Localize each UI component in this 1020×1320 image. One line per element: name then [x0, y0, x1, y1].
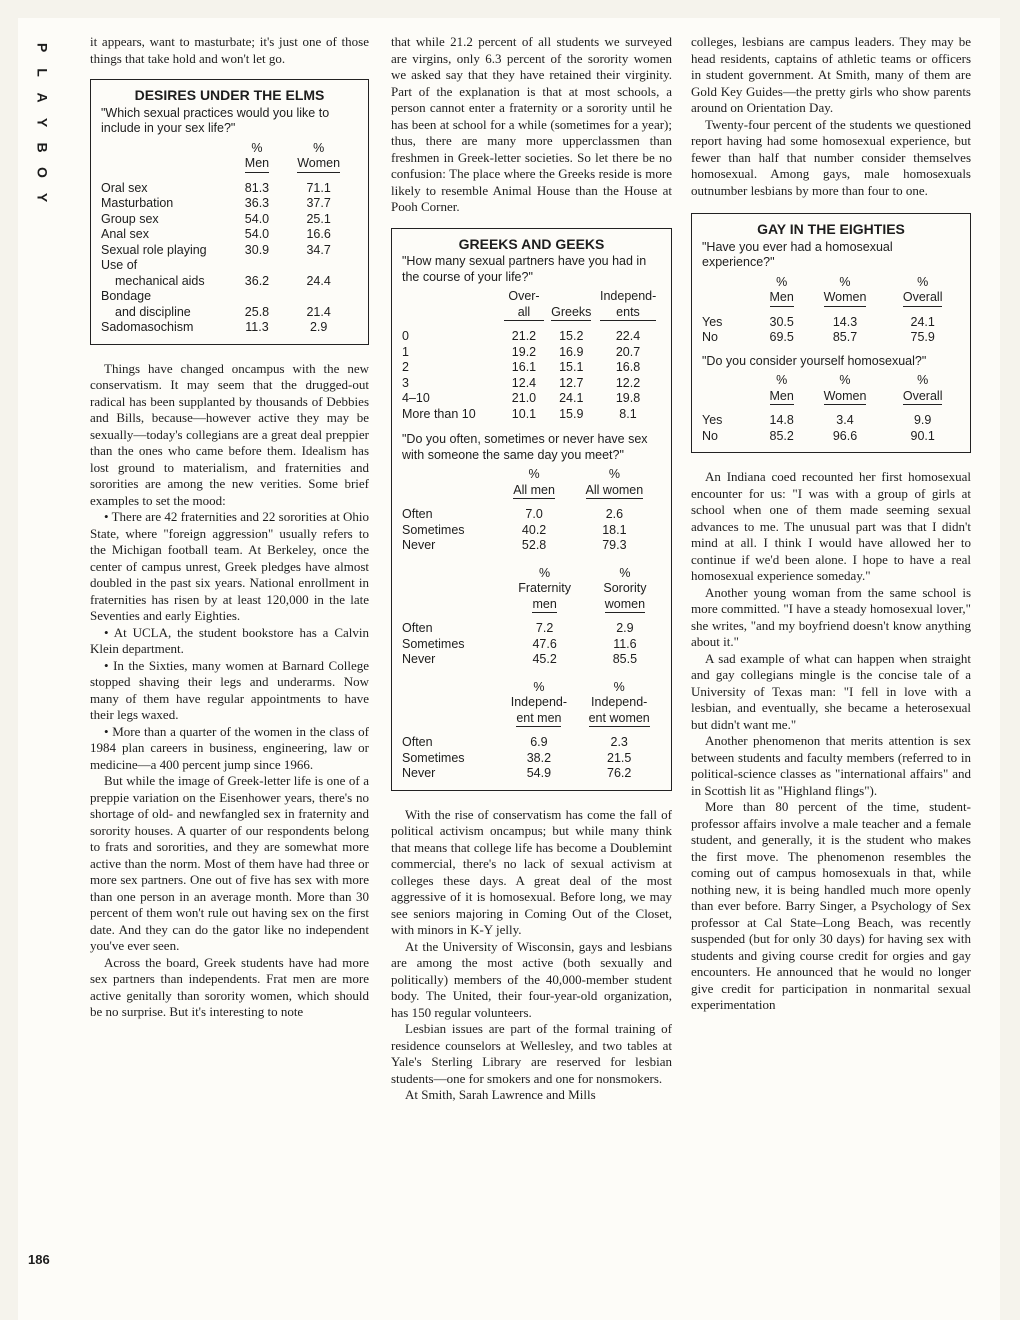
row-label: and discipline [115, 304, 191, 319]
table-cell: 54.0 [244, 227, 270, 241]
table-cell: 7.0 [525, 507, 543, 521]
table-cell: 15.1 [559, 360, 584, 374]
paragraph: colleges, lesbians are campus leaders. They may be head residents, captains of athletic teams or officers in student government. At Smith, many of them are Gold Key Guides—the pretty girls who show parents around on Orientation Day. [691, 34, 971, 115]
column-header: All women [586, 483, 644, 500]
column-header: Sorority [603, 581, 647, 595]
table-cell: 19.2 [511, 344, 537, 359]
table-row [402, 751, 661, 767]
table-row [101, 227, 358, 243]
paragraph: At the University of Wisconsin, gays and lesbians are among the most active (both sexually and politically) members of the 40,000-member student body. The United, their four-year-old organization, has 150 regular volunteers. [391, 938, 672, 1020]
table-cell: 4–10 [402, 391, 430, 405]
table-cell: 75.9 [910, 330, 935, 344]
table-cell: 30.5 [769, 314, 794, 329]
table-cell [279, 258, 358, 274]
table-cell: 14.3 [832, 314, 858, 329]
table-row [101, 305, 358, 321]
table-cell: 52.8 [521, 538, 547, 552]
paragraph: Twenty-four percent of the students we questioned report having had some homosexual experience, but fewer than half that number consider themselves homosexual. Among gays, male homosexuals outnumber lesbians by more than four to one. [691, 116, 971, 198]
table-cell: 71.1 [306, 180, 331, 195]
table-cell: 81.3 [244, 180, 270, 195]
column-header: ent men [516, 711, 561, 728]
column-header: ent women [589, 711, 650, 728]
data-table [402, 566, 661, 668]
table-cell [235, 258, 280, 274]
table-cell: 11.3 [245, 320, 269, 334]
survey-question: "Do you often, sometimes or never have sex with someone the same day you meet?" [402, 432, 648, 462]
data-table [402, 467, 661, 554]
table-cell: 2.3 [610, 735, 628, 749]
table-cell: 2.9 [309, 320, 328, 334]
paragraph: More than 80 percent of the time, student-professor affairs involve a male teacher and a female student, and generally, it is the student who makes the first move. The phenomenon resembles the coming out of campus homosexuals in that, while nothing new, it is being handled much more openly than ever before. Barry Singer, a Psychology of Sex professor at Cal State–Long Beach, was recently suspended (but for only 30 days) for having sex with students and giving course credit for orgies and gay encounters. He announced that he would no longer give credit for participation in nonmarital sexual experimentation [691, 799, 971, 1012]
table-cell: 21.4 [306, 304, 331, 319]
paragraph: it appears, want to masturbate; it's just one of those things that take hold and won't let go. [90, 34, 369, 66]
sidebar-greeks-and-geeks [391, 228, 672, 791]
column-header: % [839, 274, 851, 289]
column-header: Men [245, 156, 269, 173]
column-header: % [839, 373, 851, 387]
table-cell: 12.4 [511, 375, 537, 390]
table-row [402, 621, 661, 637]
table-cell: 3.4 [836, 413, 854, 427]
table-row [101, 212, 358, 228]
paragraph: An Indiana coed recounted her first homosexual encounter for us: "I was with a group of girls at school when one of them made seeming sexual advances to me. The unusual part was that I didn't mind at all. I think I would have allowed her to continue if we'd been alone. I hope to have a real homosexual experience someday." [691, 469, 971, 583]
running-head-letter: Y [34, 117, 51, 128]
table-cell: 11.6 [613, 636, 637, 651]
column-header: Men [770, 290, 794, 307]
table-cell: 24.1 [910, 314, 935, 329]
column-1 [90, 34, 369, 1021]
running-head [30, 35, 51, 210]
paragraph: Across the board, Greek students have had more sex partners than independents. Frat men are more active genitally than sorority women, which should be no surprise. But it's interesting to note [90, 954, 369, 1019]
paragraph: Things have changed oncampus with the new conservatism. It may seem that the drugged-out radical has been supplanted by thousands of Debbies and Bills, because—however active they may be sexually—today's collegians are a great deal preppier than the ones who came before them. Idealism has lost ground to materialism, and fraternities and sororities are among the new verities. Some brief examples to set the mood: [90, 360, 369, 508]
paragraph: that while 21.2 percent of all students we surveyed are virgins, only 6.3 percent of the sorority women we asked say that they have retained their virginity. Part of the explanation is that at most schools, a person cannot enter a fraternity or a sorority until he has been at school for a while (sometimes for a year); thus, there are many more upperclassmen than freshmen in Greek-letter societies. So let there be no confusion: The place where the Greeks reside is more likely to resemble Animal House than the House at Pooh Corner. [391, 34, 672, 214]
table-cell: 30.9 [244, 242, 270, 257]
table-row [402, 391, 661, 407]
table-cell: Often [402, 621, 433, 635]
table-cell: Sometimes [402, 750, 465, 765]
table-cell: 8.1 [619, 406, 637, 421]
column-header: Independ-ents [600, 289, 656, 321]
table-cell: 79.3 [602, 538, 627, 552]
table-row [402, 329, 661, 345]
column-header: Independ- [591, 695, 648, 709]
running-head-letter: O [34, 167, 51, 178]
table-row [702, 315, 960, 331]
table-cell: Often [402, 735, 433, 749]
paragraph: A sad example of what can happen when straight and gay collegians mingle is the concise tale of a University of Texas man: "I fell in love with a lesbian, and eventually, she became a heterosexual but didn't want me." [691, 650, 971, 732]
table-row [402, 735, 661, 751]
table-cell: Never [402, 766, 436, 780]
table-row [402, 538, 661, 554]
survey-question: "Do you consider yourself homosexual?" [702, 353, 927, 368]
table-cell: 34.7 [306, 242, 331, 257]
table-cell: No [702, 330, 718, 344]
table-cell: 21.2 [511, 329, 537, 343]
table-cell: 69.5 [769, 330, 794, 344]
row-label: Sexual role playing [101, 242, 207, 257]
column-header: All men [513, 483, 555, 500]
table-cell: 96.6 [832, 428, 858, 443]
table-cell: 18.1 [602, 522, 627, 537]
survey-question: "Which sexual practices would you like to include in your sex life?" [101, 105, 330, 135]
column-header: % [917, 373, 929, 387]
table-cell: 21.5 [607, 750, 632, 765]
table-cell: 54.0 [244, 211, 270, 226]
table-cell: 40.2 [521, 522, 547, 537]
running-head-letter: A [34, 92, 51, 103]
table-cell [279, 289, 358, 305]
table-row [702, 330, 960, 346]
table-row [402, 360, 661, 376]
sidebar-title: DESIRES UNDER THE ELMS [134, 87, 325, 103]
table-cell: 9.9 [913, 413, 932, 427]
table-row [101, 274, 358, 290]
table-cell: 25.8 [244, 304, 270, 319]
column-header: % [533, 679, 545, 694]
table-cell: Sometimes [402, 522, 465, 537]
table-cell: No [702, 428, 718, 443]
table-row [402, 766, 661, 782]
row-label: Group sex [101, 211, 159, 226]
paragraph: • There are 42 fraternities and 22 sororities at Ohio State, where "foreign aggression" usually refers to the Michigan football team. At Berkeley, once the center of campus unrest, Greek pledges have almost doubled in the past six years. National enrollment in fraternities has risen by at least 120,000 in the late Seventies and early Eighties. [90, 509, 369, 623]
row-label: Bondage [101, 289, 152, 303]
table-cell: 15.9 [559, 406, 584, 421]
table-cell: Yes [702, 413, 723, 427]
table-cell: 45.2 [532, 652, 557, 666]
paragraph: • At UCLA, the student bookstore has a Calvin Klein department. [90, 624, 369, 656]
table-row [101, 243, 358, 259]
table-row [402, 523, 661, 539]
running-head-letter: Y [34, 192, 51, 203]
column-header: women [605, 597, 645, 614]
table-row [101, 289, 358, 305]
column-header: Independ- [510, 695, 568, 709]
paragraph: At Smith, Sarah Lawrence and Mills [405, 1087, 596, 1102]
row-label: Oral sex [101, 180, 148, 195]
row-label: Use of [101, 258, 138, 272]
paragraph: But while the image of Greek-letter life is one of a preppie variation on the Eisenhower years, there's no shortage of old- and newfangled sex in fraternity and sorority houses. A quarter of our respondents belong to frats and sororities, and they are somewhat more active than the norm. Most of them have had three or more sex partners. One out of five has sex with more than one person in an average month. More than 30 percent of them won't rule out having sex on the first date. And they can do the gator like no independent you've ever seen. [90, 773, 369, 953]
column-header: Fraternity [518, 581, 572, 595]
column-header: % [528, 467, 540, 481]
table-cell: 1 [402, 344, 409, 359]
table-cell: 37.7 [306, 196, 331, 210]
data-table [702, 275, 960, 346]
table-cell: Sometimes [402, 636, 465, 651]
column-header: Women [824, 290, 867, 307]
sidebar-title: GAY IN THE EIGHTIES [757, 221, 905, 237]
table-cell: 2.9 [616, 621, 634, 635]
table-row [702, 413, 960, 429]
survey-question: "Have you ever had a homosexual experience?" [702, 239, 893, 269]
table-row [402, 507, 661, 523]
table-cell: 16.8 [615, 360, 641, 374]
table-row [702, 429, 960, 445]
sidebar-gay-in-the-eighties [691, 213, 971, 453]
column-header: men [532, 597, 556, 614]
column-header: Greeks [551, 305, 591, 322]
column-header: % [251, 140, 263, 155]
row-label: mechanical aids [115, 273, 205, 288]
table-row [402, 652, 661, 668]
paragraph: Lesbian issues are part of the formal training of residence counselors at Wellesley, and two tables at Yale's Sterling Library are reserved for lesbian students—one for smokers and one for nonsmokers. [391, 1021, 672, 1086]
paragraph: • More than a quarter of the women in the class of 1984 plan careers in business, engineering, law or medicine—a 400 percent jump since 1966. [90, 723, 369, 772]
table-cell: 0 [402, 329, 409, 343]
data-table [101, 141, 358, 336]
table-row [402, 407, 661, 423]
paragraph: Another young woman from the same school is more committed. "I have a steady homosexual lover," she writes, "and my boyfriend doesn't know anything about it." [691, 584, 971, 649]
column-header: % [776, 274, 788, 289]
table-cell: 38.2 [526, 750, 552, 765]
page-number: 186 [28, 1252, 50, 1267]
column-header: Women [824, 389, 867, 406]
paragraph: • In the Sixties, many women at Barnard College stopped shaving their legs and underarms. Now many of them have regular appointments to have their legs waxed. [90, 657, 369, 722]
row-label: Anal sex [101, 227, 149, 241]
table-cell: 21.0 [511, 391, 537, 405]
table-cell: 16.9 [559, 344, 584, 359]
table-cell: 24.1 [559, 391, 584, 405]
column-header: % [619, 565, 631, 580]
sidebar-desires-under-the-elms [90, 79, 369, 345]
running-head-letter: P [34, 42, 51, 53]
table-cell: Never [402, 538, 436, 552]
table-cell: 76.2 [607, 766, 632, 780]
table-cell: 36.3 [244, 196, 270, 210]
table-cell: Never [402, 652, 436, 666]
table-row [101, 196, 358, 212]
column-header: % [613, 679, 625, 694]
table-cell: Often [402, 507, 433, 521]
table-cell: 85.5 [612, 652, 638, 666]
table-cell: Yes [702, 314, 723, 329]
table-cell: 12.2 [615, 375, 641, 390]
column-header: % [776, 373, 788, 387]
table-cell: 2.6 [605, 507, 624, 521]
table-cell: 85.2 [769, 428, 794, 443]
column-header: Overall [903, 290, 943, 307]
table-row [402, 345, 661, 361]
running-head-letter: L [34, 68, 51, 77]
table-cell: 16.6 [306, 227, 331, 241]
table-row [101, 181, 358, 197]
table-cell: 6.9 [530, 735, 548, 749]
column-header: % [608, 467, 620, 481]
column-3 [691, 34, 971, 1014]
table-cell: 14.8 [769, 413, 794, 427]
column-header: % [917, 274, 929, 289]
running-head-letter: B [34, 142, 51, 153]
table-cell: More than 10 [402, 406, 476, 421]
data-table [702, 373, 960, 444]
table-cell: 12.7 [559, 375, 584, 390]
paragraph: With the rise of conservatism has come the fall of political activism oncampus; but while many think that means that college life has become a Doublemint commercial, there's no lack of sexual activism at colleges these days. A great deal of the most aggressive of it is homosexual. Before long, we may see seniors majoring in Coming Out of the Closet, with minors in K-Y jelly. [391, 806, 672, 937]
column-header: % [313, 140, 325, 155]
table-cell: 47.6 [532, 636, 557, 651]
table-cell: 10.1 [511, 406, 537, 421]
table-cell: 36.2 [244, 273, 270, 288]
row-label: Masturbation [101, 196, 174, 210]
column-header: Over-all [504, 289, 544, 321]
column-header: Men [770, 389, 794, 406]
paragraph: Another phenomenon that merits attention is sex between students and faculty members (referred to in political-science classes as "international affairs" and in Scottish lit as "Highland flings"). [691, 733, 971, 798]
table-cell: 2 [402, 360, 409, 374]
table-cell: 7.2 [535, 621, 554, 635]
survey-question: "How many sexual partners have you had in the course of your life?" [402, 254, 647, 284]
table-cell [235, 289, 280, 305]
table-cell: 22.4 [615, 329, 641, 343]
table-row [402, 637, 661, 653]
table-cell: 3 [402, 375, 409, 390]
data-table [402, 680, 661, 782]
table-cell: 15.2 [559, 329, 584, 343]
table-cell: 20.7 [615, 344, 641, 359]
table-cell: 25.1 [306, 211, 331, 226]
table-cell: 24.4 [306, 273, 331, 288]
table-cell: 85.7 [832, 330, 858, 344]
column-header: % [539, 565, 551, 580]
column-2 [391, 34, 672, 1104]
sidebar-title: GREEKS AND GEEKS [458, 235, 605, 252]
row-label: Sadomasochism [101, 320, 194, 334]
data-table [402, 289, 661, 422]
table-cell: 19.8 [615, 391, 641, 405]
column-header: Women [297, 156, 340, 173]
table-cell: 16.1 [511, 360, 537, 374]
table-row [402, 376, 661, 392]
table-row [101, 258, 358, 274]
table-cell: 54.9 [526, 766, 552, 780]
column-header: Overall [903, 389, 943, 406]
table-cell: 90.1 [910, 428, 935, 443]
table-row [101, 320, 358, 336]
